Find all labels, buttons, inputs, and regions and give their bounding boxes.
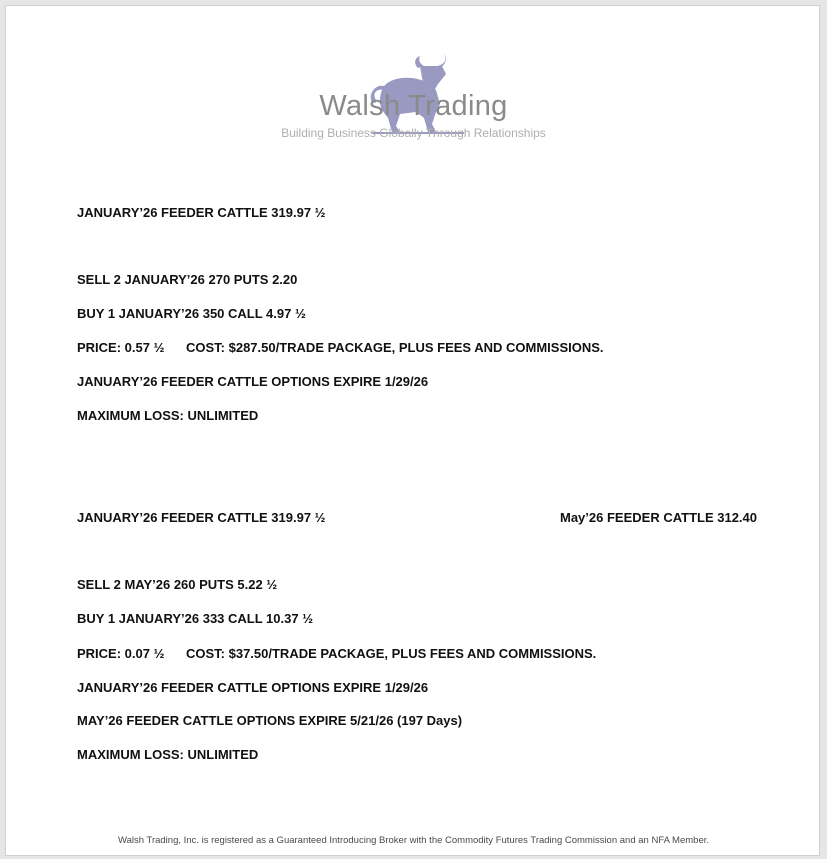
trade1-sell: SELL 2 JANUARY’26 270 PUTS 2.20 [77, 272, 298, 287]
trade1-cost: COST: $287.50/TRADE PACKAGE, PLUS FEES AND COMMISSIONS. [186, 340, 604, 355]
brand-name: Walsh Trading [319, 90, 508, 122]
trade2-price: PRICE: 0.07 ½ [77, 646, 165, 661]
trade2-cost: COST: $37.50/TRADE PACKAGE, PLUS FEES AND COMMISSIONS. [186, 646, 597, 661]
brand-tagline: Building Business Globally Through Relationships [281, 126, 546, 140]
trade2-expire-jan: JANUARY’26 FEEDER CATTLE OPTIONS EXPIRE 1/29/26 [77, 680, 429, 695]
trade2-sell: SELL 2 MAY’26 260 PUTS 5.22 ½ [77, 577, 278, 592]
trade2-buy: BUY 1 JANUARY’26 333 CALL 10.37 ½ [77, 611, 314, 626]
trade1-expire: JANUARY’26 FEEDER CATTLE OPTIONS EXPIRE 1/29/26 [77, 374, 429, 389]
trade1-price: PRICE: 0.57 ½ [77, 340, 165, 355]
regulatory-footer: Walsh Trading, Inc. is registered as a Guaranteed Introducing Broker with the Commodity Futures Trading Commission and an NFA Member. [117, 835, 710, 846]
trade1-buy: BUY 1 JANUARY’26 350 CALL 4.97 ½ [77, 306, 306, 321]
document-page [5, 5, 820, 856]
trade2-expire-may: MAY’26 FEEDER CATTLE OPTIONS EXPIRE 5/21/26 (197 Days) [77, 713, 463, 728]
trade2-header-left: JANUARY’26 FEEDER CATTLE 319.97 ½ [77, 510, 326, 525]
trade2-header-right: May’26 FEEDER CATTLE 312.40 [560, 510, 757, 525]
trade1-header: JANUARY’26 FEEDER CATTLE 319.97 ½ [77, 205, 326, 220]
trade1-max-loss: MAXIMUM LOSS: UNLIMITED [77, 408, 259, 423]
trade2-max-loss: MAXIMUM LOSS: UNLIMITED [77, 747, 259, 762]
